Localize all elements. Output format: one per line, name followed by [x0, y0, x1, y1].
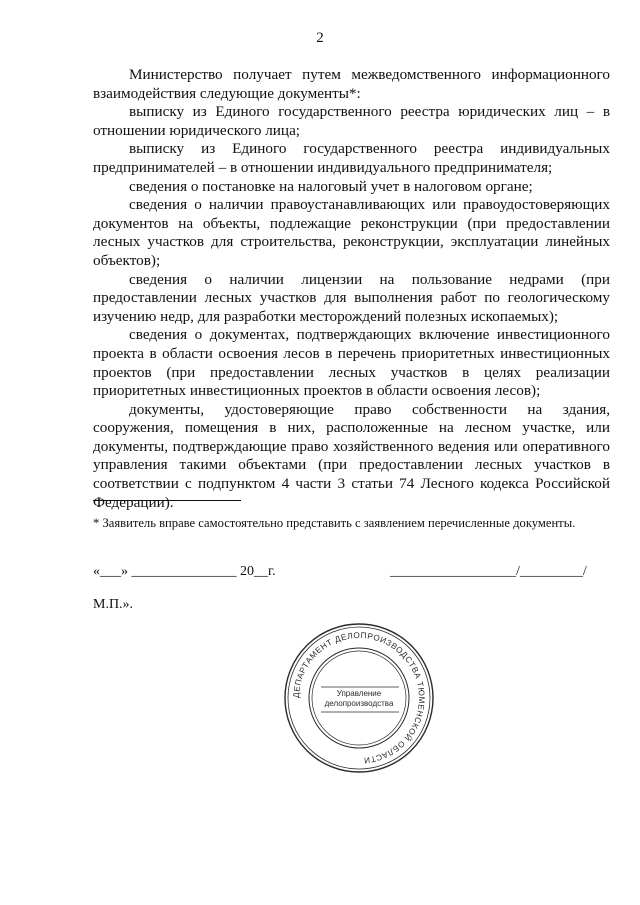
paragraph-intro: Министерство получает путем межведомственного информационного взаимодействия следующие документы*:: [93, 66, 610, 102]
signature-line: __________________/_________/: [390, 564, 587, 579]
page-number: 2: [316, 30, 324, 46]
svg-text:Управление: Управление: [336, 689, 382, 698]
paragraph-subsoil-license: сведения о наличии лицензии на пользование недрами (при предоставлении лесных участков для выполнения работ по геологическому изучению недр, для разработки месторождений полезных ископаемых);: [93, 270, 610, 325]
paragraph-ownership-documents: документы, удостоверяющие право собственности на здания, сооружения, помещения в них, расположенные на лесном участке, или документы, подтверждающие право хозяйственного ведения или оперативного управления такими объектами (при предоставлении лесных участков в соответствии с подпунктом 4 части 3 статьи 74 Лесного кодекса Российской Федерации).: [93, 400, 610, 511]
paragraph-priority-projects: сведения о документах, подтверждающих включение инвестиционного проекта в области освоения лесов в перечень приоритетных инвестиционных проектов (при предоставлении лесных участков в целях реализации приоритетных инвестиционных проектов в области освоения лесов);: [93, 326, 610, 400]
stamp-ring-text: ДЕПАРТАМЕНТ ДЕЛОПРОИЗВОДСТВА ТЮМЕНСКОЙ ОБЛАСТИ: [291, 630, 427, 765]
paragraph-title-documents: сведения о наличии правоустанавливающих или правоудостоверяющих документов на объекты, подлежащие реконструкции (при предоставлении лесных участков для строительства, реконструкции, эксплуатации линейных объектов);: [93, 196, 610, 269]
document-body: [93, 66, 610, 512]
footnote-divider: [93, 500, 241, 501]
paragraph-egrip-extract: выписку из Единого государственного реестра индивидуальных предпринимателей – в отношении индивидуального предпринимателя;: [93, 140, 610, 176]
official-seal-stamp: [281, 620, 437, 776]
svg-text:делопроизводства: делопроизводства: [324, 699, 394, 708]
seal-place-label: М.П.».: [93, 597, 134, 612]
footnote: * Заявитель вправе самостоятельно представить с заявлением перечисленные документы.: [93, 516, 576, 530]
paragraph-egrul-extract: выписку из Единого государственного реестра юридических лиц – в отношении юридического лица;: [93, 103, 610, 139]
date-line: «___» _______________ 20__г.: [93, 564, 276, 579]
paragraph-tax-registration: сведения о постановке на налоговый учет в налоговом органе;: [129, 177, 533, 195]
